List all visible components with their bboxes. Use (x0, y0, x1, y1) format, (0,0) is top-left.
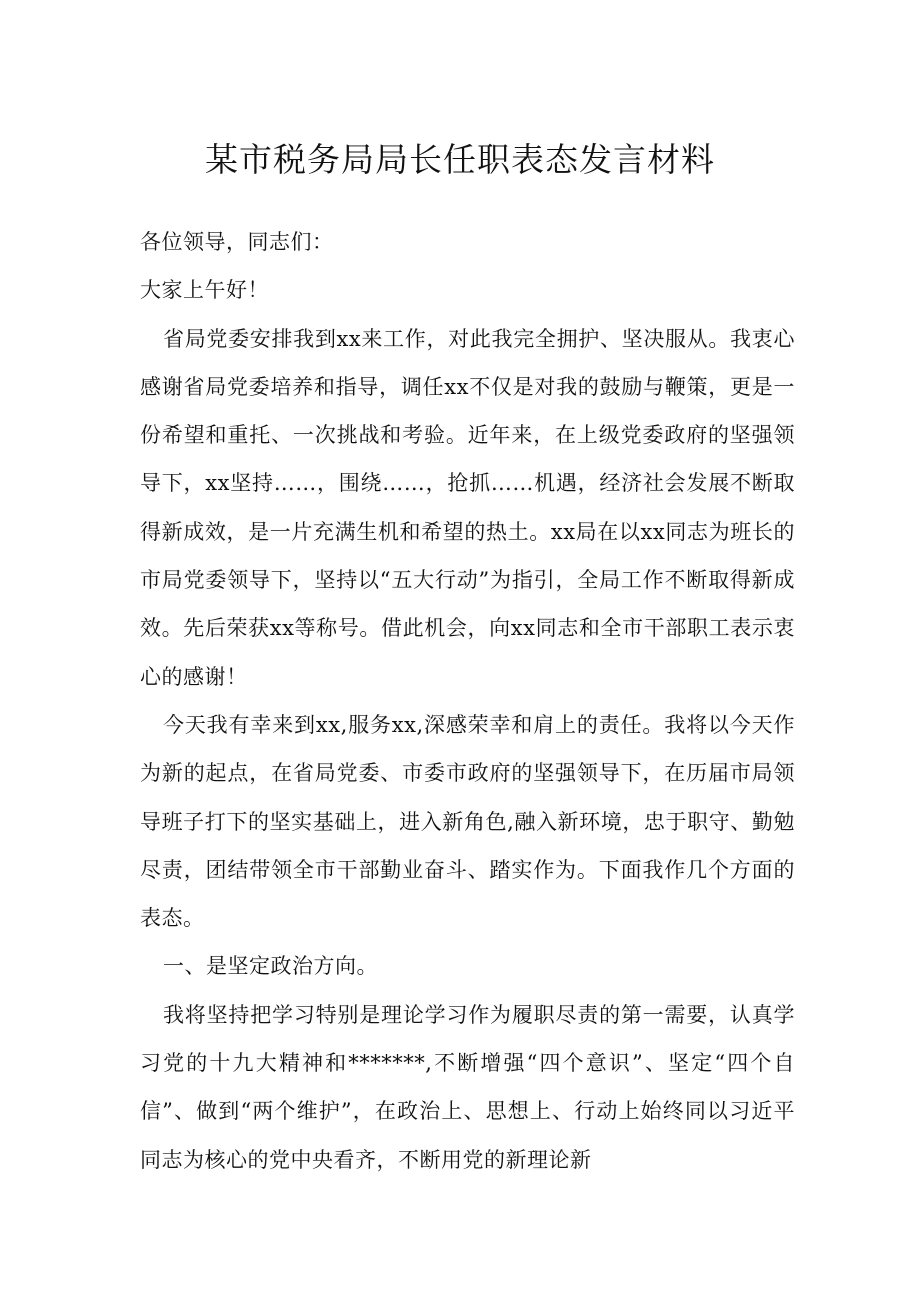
document-title: 某市税务局局长任职表态发言材料 (205, 140, 715, 179)
paragraph-section-1: 我将坚持把学习特别是理论学习作为履职尽责的第一需要，认真学习党的十九大精神和*******,不断增强“四个意识”、坚定“四个自信”、做到“两个维护”，在政治上、思想上、行动上始终同以习近平同志为核心的党中央看齐，不断用党的新理论新 (140, 1002, 795, 1172)
paragraph-commitment: 今天我有幸来到xx,服务xx,深感荣幸和肩上的责任。我将以今天作为新的起点，在省局党委、市委市政府的坚强领导下，在历届市局领导班子打下的坚实基础上，进入新角色,融入新环境，忠于职守、勤勉尽责，团结带领全市干部勤业奋斗、踏实作为。下面我作几个方面的表态。 (140, 712, 795, 931)
salutation: 各位领导，同志们： (140, 230, 334, 254)
section-heading-1: 一、是坚定政治方向。 (163, 954, 378, 979)
greeting: 大家上午好！ (140, 278, 269, 303)
paragraph-intro: 省局党委安排我到xx来工作，对此我完全拥护、坚决服从。我衷心感谢省局党委培养和指导，调任xx不仅是对我的鼓励与鞭策，更是一份希望和重托、一次挑战和考验。近年来，在上级党委政府的坚强领导下，xx坚持……，围绕……，抢抓……机遇，经济社会发展不断取得新成效，是一片充满生机和希望的热土。xx局在以xx同志为班长的市局党委领导下，坚持以“五大行动”为指引，全局工作不断取得新成效。先后荣获xx等称号。借此机会，向xx同志和全市干部职工表示衷心的感谢！ (140, 326, 795, 689)
document-body (140, 218, 795, 1184)
